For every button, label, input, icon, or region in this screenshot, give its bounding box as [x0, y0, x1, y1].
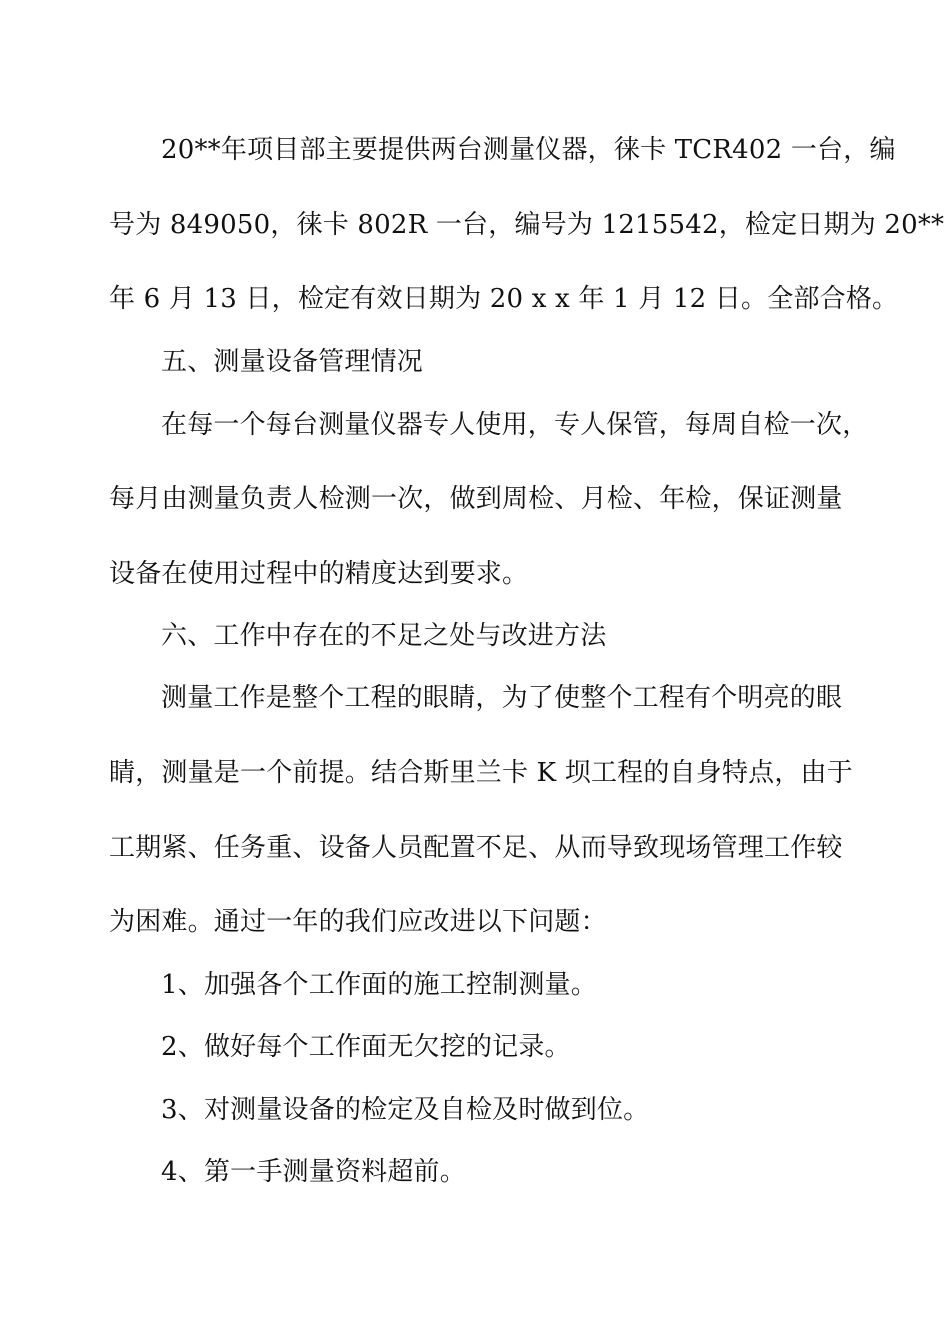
section-heading: 五、测量设备管理情况: [161, 347, 424, 377]
paragraph-line: 测量工作是整个工程的眼睛，为了使整个工程有个明亮的眼: [161, 683, 843, 713]
paragraph-line: 号为 849050，徕卡 802R 一台，编号为 1215542，检定日期为 20**: [109, 210, 945, 240]
paragraph-line: 为困难。通过一年的我们应改进以下问题：: [109, 907, 607, 937]
list-item: 4、第一手测量资料超前。: [161, 1157, 466, 1187]
paragraph-line: 20**年项目部主要提供两台测量仪器，徕卡 TCR402 一台，编: [161, 135, 896, 165]
paragraph-line: 设备在使用过程中的精度达到要求。: [109, 559, 529, 589]
paragraph-line: 在每一个每台测量仪器专人使用，专人保管，每周自检一次，: [161, 410, 869, 440]
section-heading: 六、工作中存在的不足之处与改进方法: [161, 621, 607, 651]
paragraph-line: 每月由测量负责人检测一次，做到周检、月检、年检，保证测量: [109, 484, 843, 514]
paragraph-line: 工期紧、任务重、设备人员配置不足、从而导致现场管理工作较: [109, 833, 843, 863]
paragraph-line: 年 6 月 13 日，检定有效日期为 20 x x 年 1 月 12 日。全部合格。: [109, 284, 899, 314]
list-item: 3、对测量设备的检定及自检及时做到位。: [161, 1095, 650, 1125]
list-item: 2、做好每个工作面无欠挖的记录。: [161, 1032, 571, 1062]
paragraph-line: 睛，测量是一个前提。结合斯里兰卡 K 坝工程的自身特点，由于: [109, 758, 853, 788]
list-item: 1、加强各个工作面的施工控制测量。: [161, 970, 597, 1000]
